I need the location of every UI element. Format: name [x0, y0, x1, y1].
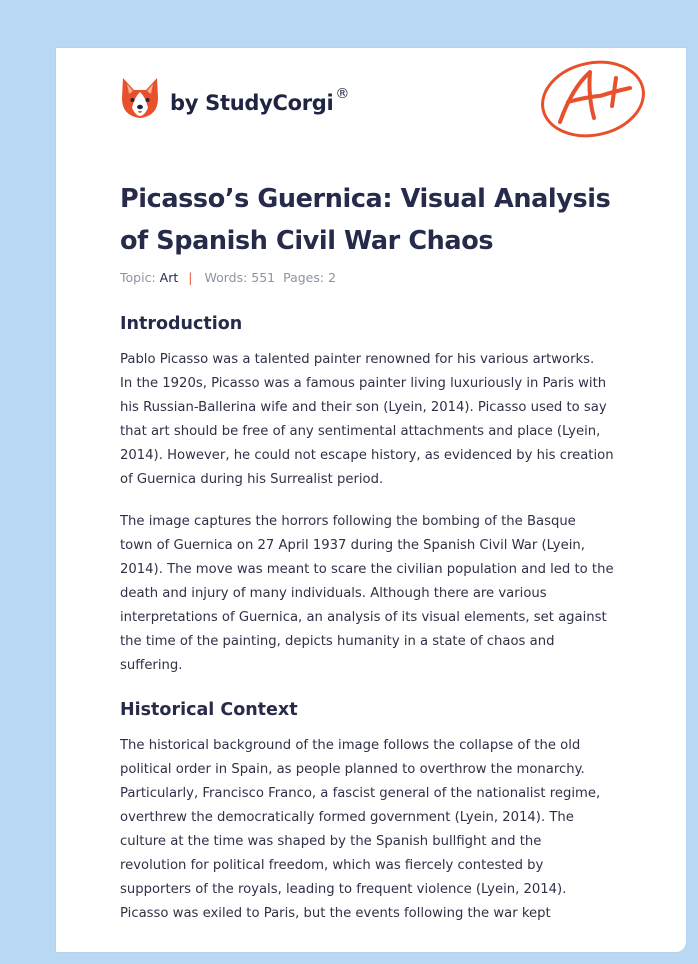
corgi-icon: [120, 76, 160, 120]
a-plus-icon: [538, 58, 650, 140]
text-line: interpretations of Guernica, an analysis of its visual elements, set against: [120, 610, 607, 625]
text-line: The image captures the horrors following the bombing of the Basque: [120, 514, 576, 529]
text-line: town of Guernica on 27 April 1937 during the Spanish Civil War (Lyein,: [120, 538, 585, 553]
text-line: his Russian-Ballerina wife and their son (Lyein, 2014). Picasso used to say: [120, 400, 607, 415]
text-line: supporters of the royals, leading to frequent violence (Lyein, 2014).: [120, 882, 567, 897]
text-line: Picasso was exiled to Paris, but the events following the war kept: [120, 906, 551, 921]
text-line: In the 1920s, Picasso was a famous painter living luxuriously in Paris with: [120, 376, 607, 391]
grade-badge: [538, 58, 650, 144]
essay-meta: [120, 270, 336, 285]
pages-label: Pages:: [283, 270, 325, 285]
text-line: of Guernica during his Surrealist period.: [120, 472, 384, 487]
text-line: The historical background of the image follows the collapse of the old: [120, 738, 581, 753]
brand-name: by StudyCorgi ®: [170, 85, 350, 115]
grade-text: A+: [538, 58, 540, 59]
essay-body: [120, 310, 632, 926]
text-line: overthrew the democratically formed government (Lyein, 2014). The: [120, 810, 574, 825]
text-line: Particularly, Francisco Franco, a fascist general of the nationalist regime,: [120, 786, 601, 801]
topic-label: Topic:: [120, 270, 156, 285]
studycorgi-logo[interactable]: [120, 76, 349, 120]
section-heading-introduction: Introduction: [120, 314, 243, 334]
essay-page: [56, 48, 686, 952]
paragraph: [120, 348, 632, 492]
text-line: 2014). The move was meant to scare the civilian population and led to the: [120, 562, 614, 577]
words-count: 551: [251, 270, 276, 285]
pages-count: 2: [328, 270, 337, 285]
text-line: suffering.: [120, 658, 183, 673]
topic-link[interactable]: Art: [159, 270, 179, 285]
text-line: that art should be free of any sentimental attachments and place (Lyein,: [120, 424, 601, 439]
meta-separator: |: [188, 270, 193, 285]
page-title: Picasso’s Guernica: Visual Analysis of Spanish Civil War Chaos: [120, 184, 611, 256]
text-line: revolution for political freedom, which was fiercely contested by: [120, 858, 544, 873]
paragraph: [120, 734, 632, 926]
text-line: the time of the painting, depicts humanity in a state of chaos and: [120, 634, 555, 649]
section-heading-historical-context: Historical Context: [120, 700, 298, 720]
registered-mark: ®: [335, 85, 350, 102]
text-line: Pablo Picasso was a talented painter renowned for his various artworks.: [120, 352, 595, 367]
text-line: political order in Spain, as people planned to overthrow the monarchy.: [120, 762, 585, 777]
text-line: death and injury of many individuals. Although there are various: [120, 586, 547, 601]
words-label: Words:: [204, 270, 248, 285]
text-line: culture at the time was shaped by the Spanish bullfight and the: [120, 834, 542, 849]
paragraph: [120, 510, 632, 678]
text-line: 2014). However, he could not escape history, as evidenced by his creation: [120, 448, 614, 463]
